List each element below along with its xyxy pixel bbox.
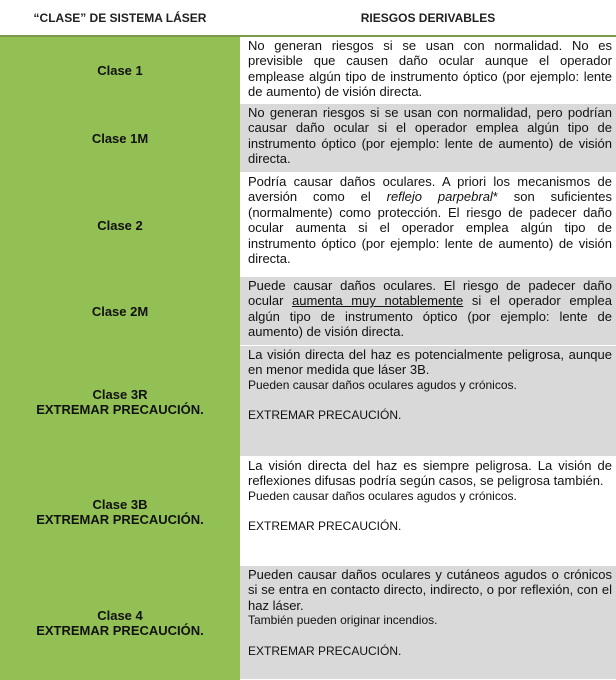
risk-warning: EXTREMAR PRECAUCIÓN. — [248, 643, 402, 658]
risk-cell-3r — [240, 346, 616, 457]
header-class-label: “CLASE” DE SISTEMA LÁSER — [33, 10, 207, 25]
class-label: Clase 2 — [97, 217, 143, 233]
risk-text-part: Puede causar daños oculares. El riesgo de padecer daño ocular — [248, 278, 612, 309]
risk-text-secondary: También pueden originar incendios. — [248, 613, 438, 628]
class-label: Clase 1M — [91, 131, 149, 146]
risk-text: Pueden causar daños oculares y cutáneos agudos o crónicos si se entra en contacto directo, indirecto, o por reflexión, con el haz láser. — [248, 567, 612, 613]
class-label: Clase 3B — [92, 496, 148, 512]
class-cell-2 — [0, 173, 240, 277]
risk-cell-1m — [240, 104, 616, 173]
class-label: Clase 1 — [97, 63, 143, 78]
class-cell-4 — [0, 566, 240, 680]
risk-text-part: si el operador emplea algún tipo de instrumento óptico (por ejemplo: lente de aumento) de visión directa. — [248, 293, 612, 340]
risk-text: No generan riesgos si se usan con normalidad, pero podrían causar daño ocular si el operador emplea algún tipo de instrumento óptico (por ejemplo: lente de aumento) de visión directa. — [248, 105, 612, 167]
header-risk-label: RIESGOS DERIVABLES — [360, 10, 496, 25]
risk-text — [248, 174, 612, 266]
class-warning: EXTREMAR PRECAUCIÓN. — [36, 511, 204, 527]
risk-text-part: * son suficientes (normalmente) como protección. El riesgo de padecer daño ocular aumenta si el operador emplea algún tipo de instrumento óptico (por ejemplo: lente de aumento) de visión directa. — [248, 189, 612, 267]
risk-warning: EXTREMAR PRECAUCIÓN. — [248, 408, 402, 423]
class-cell-3r — [0, 346, 240, 457]
class-cell-3b — [0, 457, 240, 566]
class-label: Clase 4 — [97, 608, 143, 623]
class-cell-1m — [0, 104, 240, 173]
risk-cell-1 — [240, 37, 616, 104]
risk-cell-4 — [240, 566, 616, 680]
risk-text: No generan riesgos si se usan con normalidad. No es previsible que causen daño ocular aunque el operador emplease algún tipo de instrumento óptico (por ejemplo: lente de aumento) de visión directa. — [248, 38, 612, 100]
class-label: Clase 2M — [91, 304, 149, 319]
risk-text: La visión directa del haz es siempre peligrosa. La visión de reflexiones difusas podría según casos, se peligrosa también. — [248, 458, 612, 489]
risk-text-secondary: Pueden causar daños oculares agudos y crónicos. — [248, 488, 517, 503]
risk-text — [248, 278, 612, 340]
risk-text-emphasis: reflejo parpebral — [386, 189, 493, 205]
risk-text-secondary: Pueden causar daños oculares agudos y crónicos. — [248, 377, 517, 392]
risk-text-underlined: aumenta muy notablemente — [292, 293, 464, 309]
risk-text: La visión directa del haz es potencialmente peligrosa, aunque en menor medida que láser 3B. — [248, 347, 612, 378]
header-risk-column — [240, 0, 616, 37]
class-warning: EXTREMAR PRECAUCIÓN. — [36, 623, 204, 638]
header-class-column — [0, 0, 240, 37]
class-label: Clase 3R — [92, 386, 148, 402]
class-warning: EXTREMAR PRECAUCIÓN. — [36, 401, 204, 417]
risk-text-part: Podría causar daños oculares. A priori los mecanismos de aversión como el — [248, 174, 612, 205]
class-cell-2m — [0, 277, 240, 346]
risk-cell-3b — [240, 457, 616, 566]
risk-cell-2 — [240, 173, 616, 277]
class-cell-1 — [0, 37, 240, 104]
risk-warning: EXTREMAR PRECAUCIÓN. — [248, 519, 402, 534]
risk-cell-2m — [240, 277, 616, 346]
